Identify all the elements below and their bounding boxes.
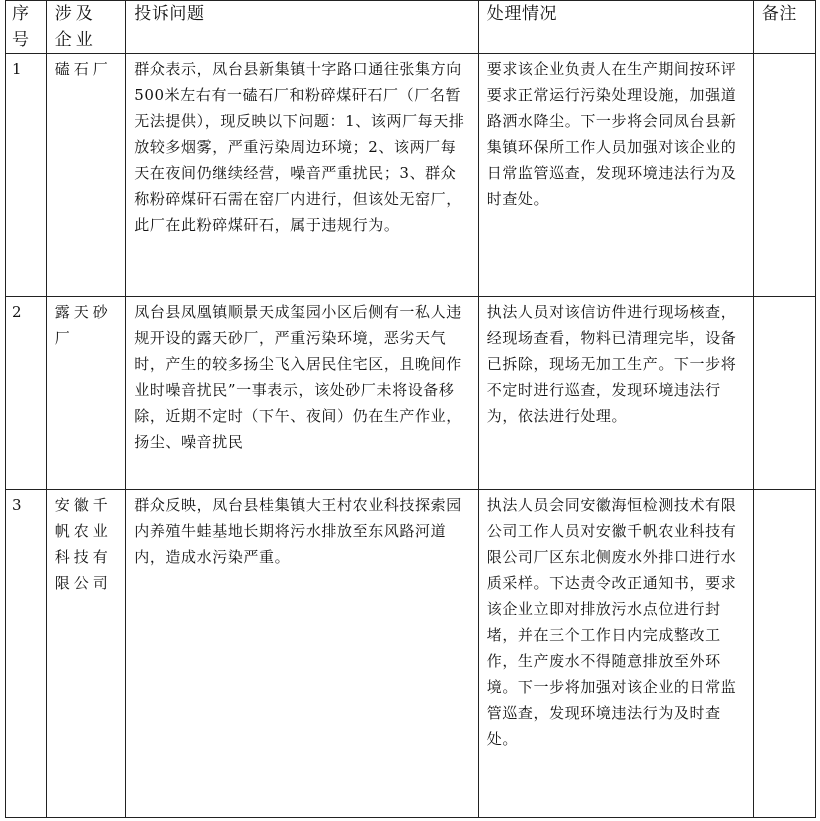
table-row: [6, 490, 816, 818]
cell-note: [753, 54, 815, 297]
cell-handling: 执法人员对该信访件进行现场核查，经现场查看，物料已清理完毕，设备已拆除，现场无加工生产。下一步将不定时进行巡查，发现环境违法行为，依法进行处理。: [478, 297, 753, 490]
header-issue: 投诉问题: [126, 1, 479, 54]
cell-no: 1: [6, 54, 47, 297]
complaint-table: [5, 0, 816, 818]
cell-note: [753, 297, 815, 490]
cell-no: 2: [6, 297, 47, 490]
header-note: 备注: [753, 1, 815, 54]
cell-handling: 执法人员会同安徽海恒检测技术有限公司工作人员对安徽千帆农业科技有限公司厂区东北侧废水外排口进行水质采样。下达责令改正通知书，要求该企业立即对排放污水点位进行封堵，并在三个工作日内完成整改工作，生产废水不得随意排放至外环境。下一步将加强对该企业的日常监管巡查，发现环境违法行为及时查处。: [478, 490, 753, 818]
cell-note: [753, 490, 815, 818]
cell-enterprise: 磕石厂: [46, 54, 125, 297]
header-enterprise: 涉及企业: [46, 1, 125, 54]
cell-issue: 凤台县凤凰镇顺景天成玺园小区后侧有一私人违规开设的露天砂厂，严重污染环境，恶劣天气时，产生的较多扬尘飞入居民住宅区，且晚间作业时噪音扰民”一事表示，该处砂厂未将设备移除，近期不定时（下午、夜间）仍在生产作业，扬尘、噪音扰民: [126, 297, 479, 490]
cell-issue: 群众表示，凤台县新集镇十字路口通往张集方向500米左右有一磕石厂和粉碎煤矸石厂（厂名暂无法提供），现反映以下问题：1、该两厂每天排放较多烟雾，严重污染周边环境；2、该两厂每天在夜间仍继续经营，噪音严重扰民；3、群众称粉碎煤矸石需在窑厂内进行，但该处无窑厂，此厂在此粉碎煤矸石，属于违规行为。: [126, 54, 479, 297]
header-no: 序号: [6, 1, 47, 54]
table-row: [6, 297, 816, 490]
cell-handling: 要求该企业负责人在生产期间按环评要求正常运行污染处理设施，加强道路洒水降尘。下一步将会同凤台县新集镇环保所工作人员加强对该企业的日常监管巡查，发现环境违法行为及时查处。: [478, 54, 753, 297]
cell-enterprise: 安徽千帆农业科技有限公司: [46, 490, 125, 818]
cell-enterprise: 露天砂厂: [46, 297, 125, 490]
header-handling: 处理情况: [478, 1, 753, 54]
table-header-row: [6, 1, 816, 54]
table-row: [6, 54, 816, 297]
cell-issue: 群众反映，凤台县桂集镇大王村农业科技探索园内养殖牛蛙基地长期将污水排放至东风路河道内，造成水污染严重。: [126, 490, 479, 818]
cell-no: 3: [6, 490, 47, 818]
